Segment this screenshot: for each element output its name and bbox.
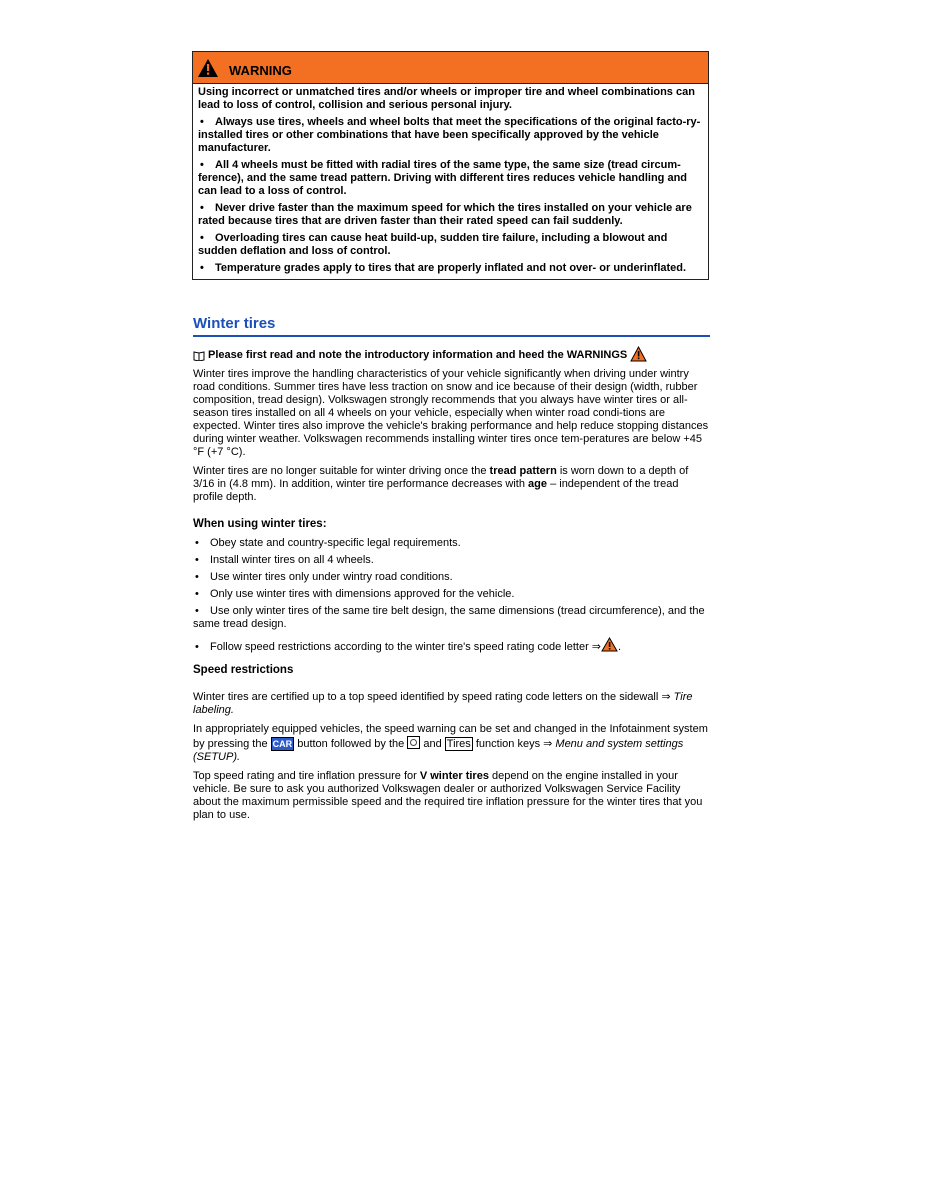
list-item: • Install winter tires on all 4 wheels. bbox=[195, 554, 374, 566]
warning-triangle-icon bbox=[197, 58, 219, 78]
bullet-icon: • bbox=[200, 262, 204, 274]
warning-item: • Always use tires, wheels and wheel bolts that meet the specifications of the original facto-ry-installed tires or other combinations that have been specifically approved by the vehicle manufacturer. bbox=[198, 116, 701, 154]
section-title: Winter tires bbox=[193, 315, 710, 337]
warning-body bbox=[193, 84, 708, 279]
settings-key-icon[interactable] bbox=[407, 736, 420, 749]
paragraph: Winter tires are no longer suitable for winter driving once the tread pattern is worn down to a depth of 3/16 in (4.8 mm). In addition, winter tire performance decreases with age – independent of the tread profile depth. bbox=[193, 465, 689, 503]
bullet-icon: • bbox=[200, 202, 204, 214]
bullet-icon: • bbox=[195, 571, 199, 583]
bullet-icon: • bbox=[195, 554, 199, 566]
list-item: • Only use winter tires with dimensions approved for the vehicle. bbox=[195, 588, 515, 600]
warning-triangle-icon[interactable] bbox=[601, 637, 618, 652]
cross-reference-link[interactable]: Tire labeling. bbox=[193, 691, 693, 716]
bullet-icon: • bbox=[195, 588, 199, 600]
warning-item: • Temperature grades apply to tires that are properly inflated and not over- or underinflated. bbox=[200, 262, 687, 274]
tires-key[interactable]: Tires bbox=[446, 738, 471, 750]
warning-lead: Using incorrect or unmatched tires and/or wheels or improper tire and wheel combinations can lead to loss of control, collision and serious personal injury. bbox=[198, 86, 695, 111]
intro-line: Please first read and note the introductory information and heed the WARNINGS bbox=[193, 349, 710, 362]
list-item: • Use winter tires only under wintry road conditions. bbox=[195, 571, 453, 583]
car-key[interactable]: CAR bbox=[272, 739, 293, 749]
subheading: Speed restrictions bbox=[193, 664, 294, 676]
bullet-list bbox=[193, 537, 710, 654]
bullet-icon: • bbox=[195, 605, 199, 617]
bullet-icon: • bbox=[200, 232, 204, 244]
subheading: When using winter tires: bbox=[193, 518, 327, 530]
bullet-icon: • bbox=[200, 116, 204, 128]
paragraph: Top speed rating and tire inflation pressure for V winter tires depend on the engine installed in your vehicle. Be sure to ask you authorized Volkswagen dealer or authorized Volkswagen Service Facility about the maximum permissible speed and the required tire inflation pressure for the winter tires that you plan to use. bbox=[193, 770, 703, 821]
warning-box bbox=[192, 51, 709, 280]
paragraph: Winter tires are certified up to a top speed identified by speed rating code letters on the sidewall ⇒ Tire labeling. bbox=[193, 691, 693, 716]
winter-tires-section bbox=[193, 315, 710, 822]
warning-triangle-icon bbox=[630, 346, 647, 362]
bullet-icon: • bbox=[195, 537, 199, 549]
cross-reference-link[interactable]: Menu and system settings (SETUP). bbox=[193, 738, 684, 763]
paragraph: Winter tires improve the handling characteristics of your vehicle significantly when driving under wintry road conditions. Summer tires have less traction on snow and ice because of their design (width, rubber composition, tread design). Volkswagen strongly recommends that you always have winter tires or all-season tires installed on all 4 wheels on your vehicle, especially when winter road condi-tions are expected. Winter tires also improve the vehicle's braking performance and help reduce stopping distances during winter weather. Volkswagen recommends installing winter tires once tem-peratures are below +45 °F (+7 °C). bbox=[193, 368, 709, 458]
warning-item: • All 4 wheels must be fitted with radial tires of the same type, the same size (tread circum-ference), and the same tread pattern. Driving with different tires reduces vehicle handling and can lead to a loss of control. bbox=[198, 159, 688, 197]
book-icon bbox=[193, 351, 205, 361]
list-item: • Follow speed restrictions according to the winter tire's speed rating code letter ⇒ . bbox=[193, 637, 710, 654]
list-item: • Use only winter tires of the same tire belt design, the same dimensions (tread circumference), and the same tread design. bbox=[193, 605, 705, 630]
warning-item: • Overloading tires can cause heat build-up, sudden tire failure, including a blowout and sudden deflation and loss of control. bbox=[198, 232, 668, 257]
bullet-icon: • bbox=[200, 159, 204, 171]
warning-title: WARNING bbox=[229, 62, 292, 78]
list-item: • Obey state and country-specific legal requirements. bbox=[195, 537, 461, 549]
paragraph: In appropriately equipped vehicles, the speed warning can be set and changed in the Infotainment system by pressing the CAR button followed by the and Tires function keys ⇒ Menu and system settings (SETUP). bbox=[193, 723, 708, 763]
warning-item: • Never drive faster than the maximum speed for which the tires installed on your vehicle are rated because tires that are driven faster than their rated speed can fail suddenly. bbox=[198, 202, 692, 227]
bullet-icon: • bbox=[195, 641, 199, 653]
warning-header bbox=[193, 52, 708, 84]
